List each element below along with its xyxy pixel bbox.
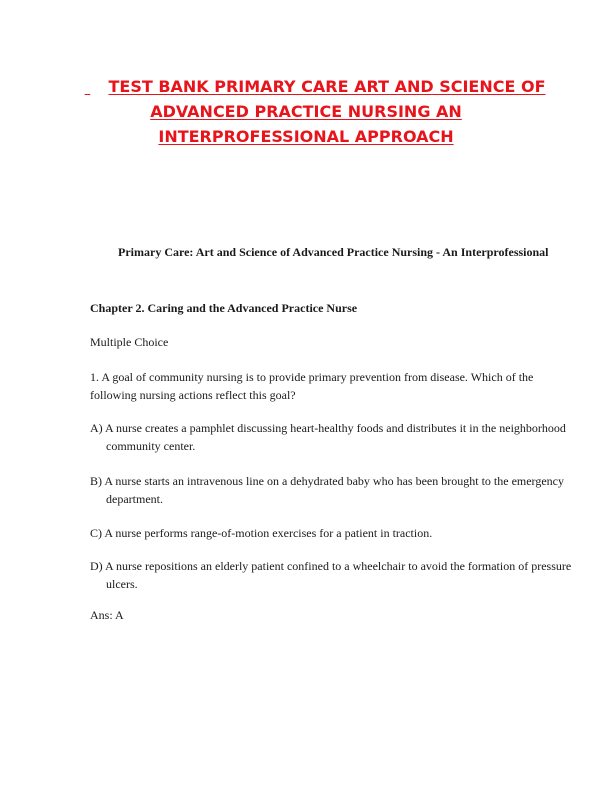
document-title-text: TEST BANK PRIMARY CARE ART AND SCIENCE OF ADVANCED PRACTICE NURSING AN INTERPROFESSIONAL APPROACH [108, 77, 546, 146]
question-type-label: Multiple Choice [90, 335, 169, 349]
chapter-heading: Chapter 2. Caring and the Advanced Practice Nurse [90, 301, 358, 315]
answer-option-b: B) A nurse starts an intravenous line on a dehydrated baby who has been brought to the emergency department. [90, 474, 564, 506]
answer-option-d: D) A nurse repositions an elderly patient confined to a wheelchair to avoid the formation of pressure ulcers. [90, 559, 572, 591]
book-subtitle: Primary Care: Art and Science of Advanced Practice Nursing - An Interprofessional [118, 245, 549, 259]
answer-key: Ans: A [90, 608, 124, 622]
answer-option-c: C) A nurse performs range-of-motion exercises for a patient in traction. [90, 526, 433, 540]
question-stem: 1. A goal of community nursing is to provide primary prevention from disease. Which of the following nursing actions reflect this goal? [90, 370, 534, 402]
document-title [60, 74, 552, 149]
title-indent [66, 74, 108, 99]
answer-option-a: A) A nurse creates a pamphlet discussing heart-healthy foods and distributes it in the neighborhood community center. [90, 421, 566, 453]
